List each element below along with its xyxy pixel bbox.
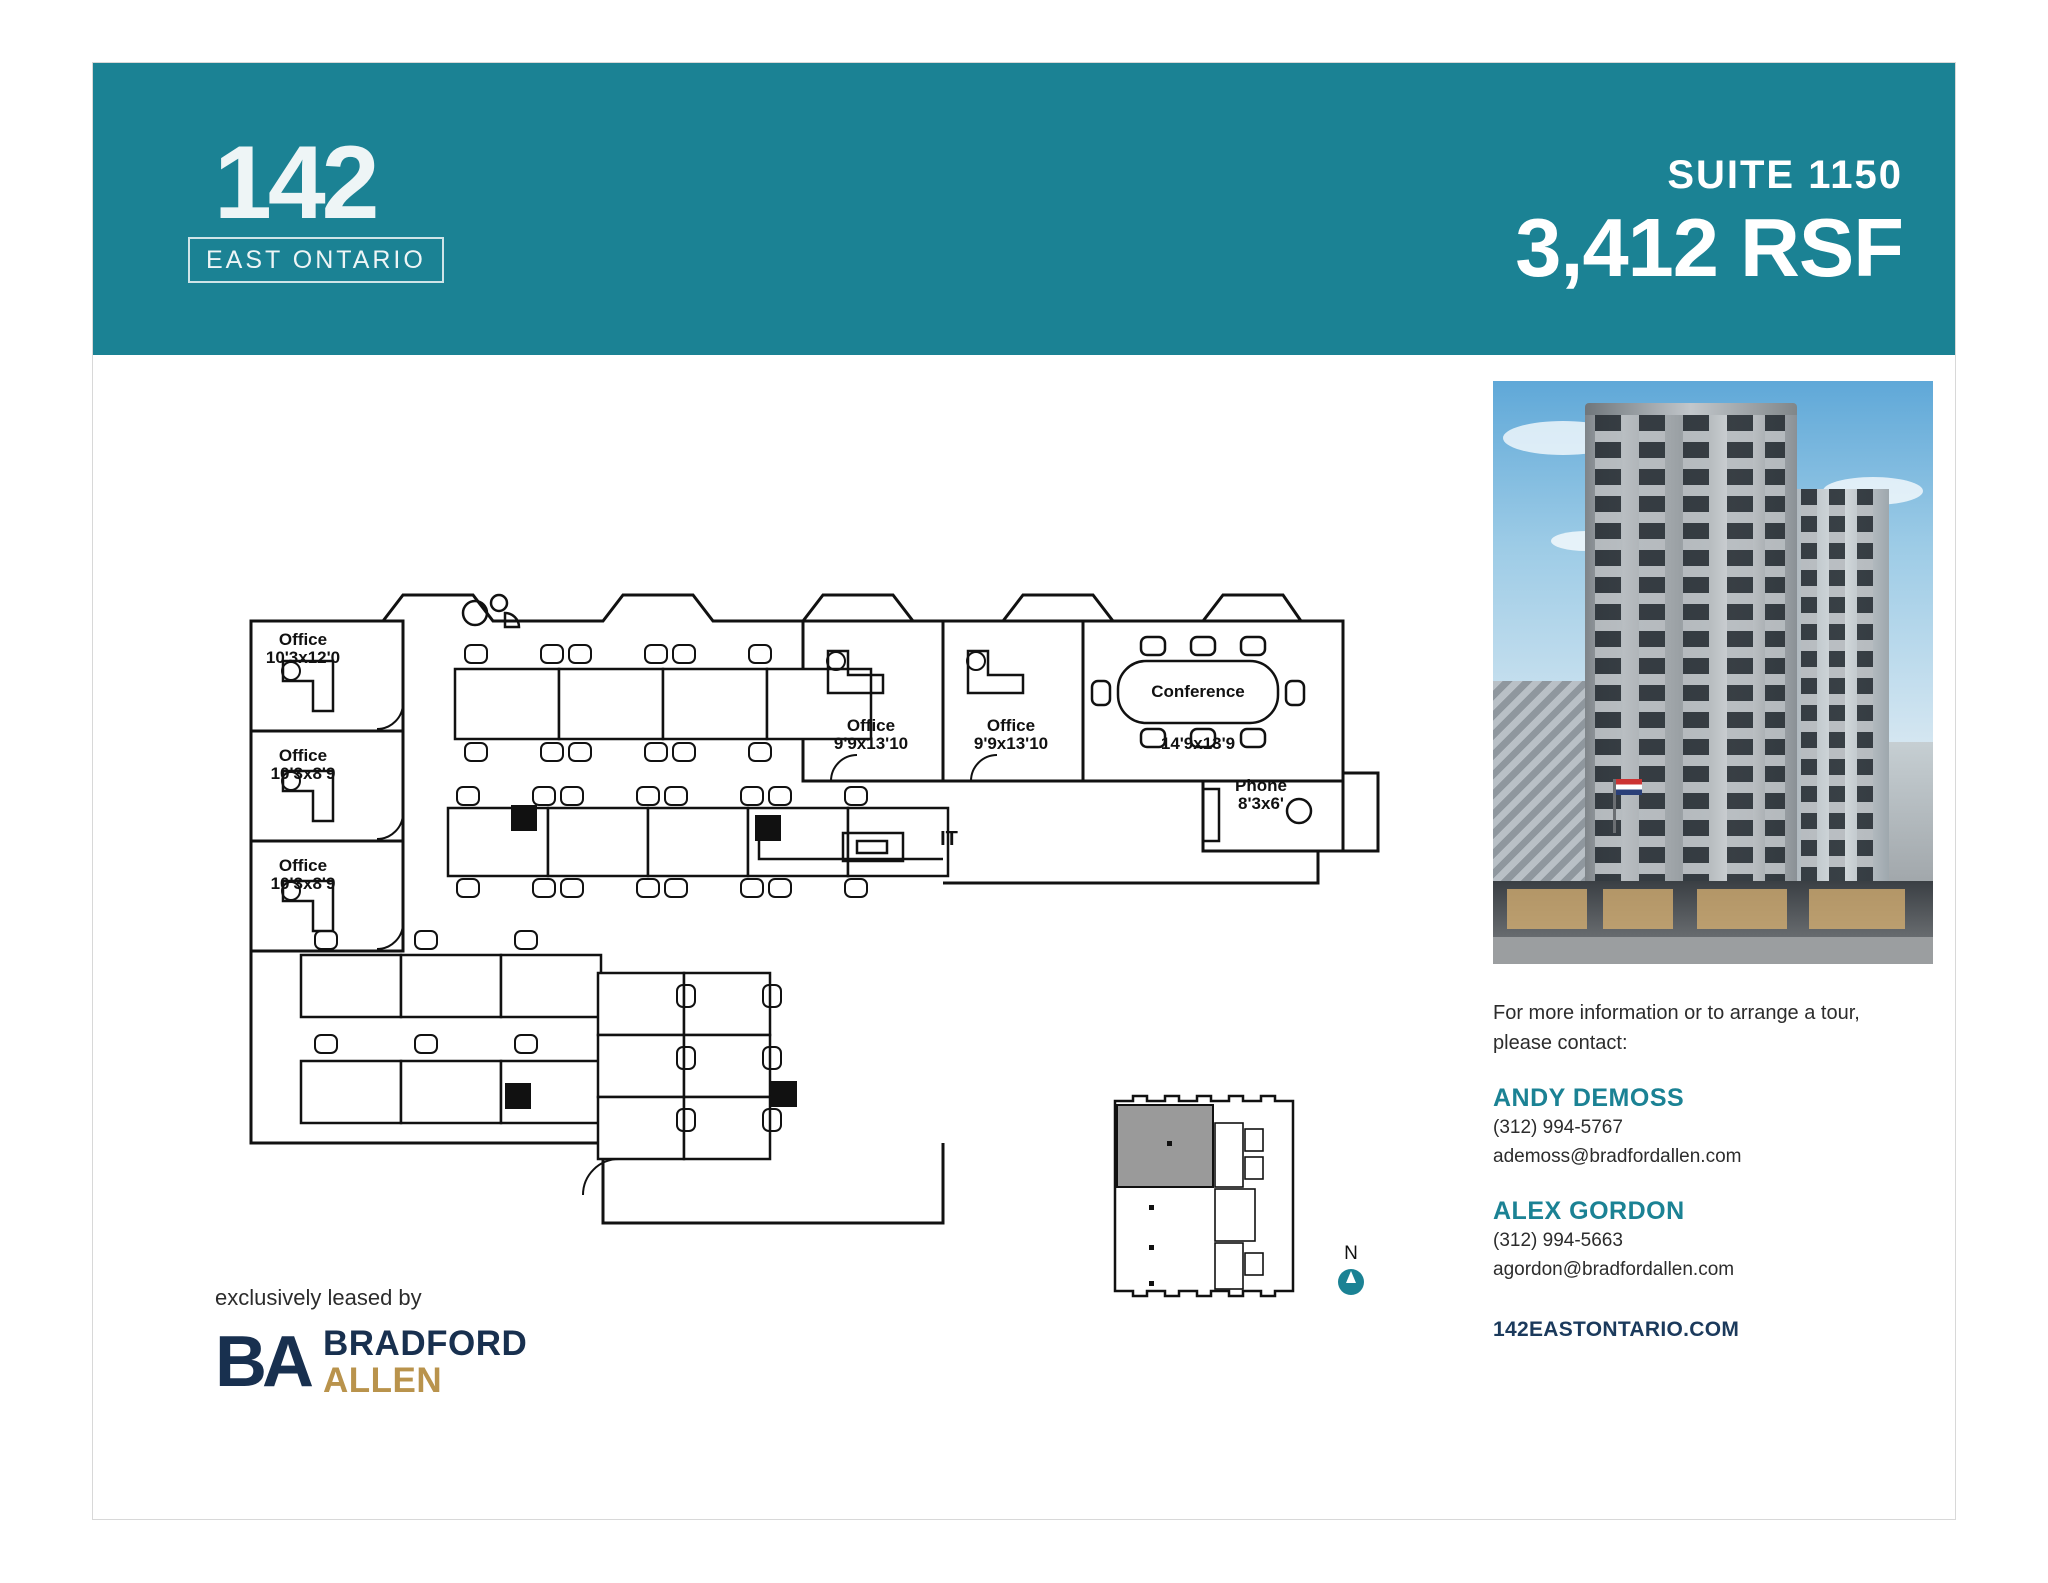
suite-label: SUITE 1150 xyxy=(1667,153,1903,197)
contact-email[interactable]: agordon@bradfordallen.com xyxy=(1493,1259,1735,1280)
north-arrow-icon xyxy=(1338,1269,1364,1295)
contact-name: ANDY DEMOSS xyxy=(1493,1084,1685,1112)
property-logo xyxy=(188,125,518,285)
contact-intro xyxy=(1493,998,1933,1058)
tower-body xyxy=(1585,415,1797,915)
sidebar xyxy=(1493,381,1933,1342)
building-photo xyxy=(1493,381,1933,964)
room-label-phone: Phone xyxy=(1235,776,1287,795)
key-plan xyxy=(1103,1093,1333,1313)
flyer-sheet xyxy=(92,62,1956,1520)
suite-summary xyxy=(1515,153,1903,294)
contact-phone[interactable]: (312) 994-5767 xyxy=(1493,1117,1623,1138)
broker-name-bradford: BRADFORD xyxy=(323,1324,528,1363)
leased-by-label: exclusively leased by xyxy=(215,1285,422,1310)
broker-name-allen: ALLEN xyxy=(323,1361,443,1400)
room-label-office-2: Office xyxy=(278,746,328,765)
room-label-conference: Conference xyxy=(1151,682,1245,701)
contact-card-1 xyxy=(1493,1084,1933,1171)
street xyxy=(1493,937,1933,964)
north-label: N xyxy=(1344,1243,1358,1264)
broker-monogram: BA xyxy=(215,1322,309,1402)
logo-subtitle: EAST ONTARIO xyxy=(188,237,444,283)
room-dim-conference: 14'9x13'9 xyxy=(1160,734,1236,753)
contact-card-2 xyxy=(1493,1197,1933,1284)
room-dim-phone: 8'3x6' xyxy=(1238,794,1284,813)
header-band xyxy=(93,63,1955,355)
contact-intro-line-2: please contact: xyxy=(1493,1032,1628,1054)
contact-intro-line-1: For more information or to arrange a tour, xyxy=(1493,1002,1860,1024)
room-dim-office-2: 10'3x8'9 xyxy=(270,764,336,783)
room-label-office-1: Office xyxy=(278,630,328,649)
room-label-it: IT xyxy=(940,828,958,850)
room-label-office-4: Office xyxy=(846,716,896,735)
contact-email[interactable]: ademoss@bradfordallen.com xyxy=(1493,1146,1742,1167)
contact-phone[interactable]: (312) 994-5663 xyxy=(1493,1230,1623,1251)
suite-rsf: 3,412 RSF xyxy=(1515,201,1903,294)
tower-right-wing xyxy=(1793,489,1889,913)
room-dim-office-1: 10'3x12'0 xyxy=(265,648,341,667)
room-label-office-3: Office xyxy=(278,856,328,875)
contact-name: ALEX GORDON xyxy=(1493,1197,1685,1225)
room-dim-office-5: 9'9x13'10 xyxy=(973,734,1049,753)
room-dim-office-3: 10'3x8'9 xyxy=(270,874,336,893)
property-website-link[interactable]: 142EASTONTARIO.COM xyxy=(1493,1318,1740,1341)
adjacent-building xyxy=(1493,681,1587,913)
room-label-office-5: Office xyxy=(986,716,1036,735)
logo-number: 142 xyxy=(214,125,376,241)
broker-logo xyxy=(215,1322,675,1402)
room-dim-office-4: 9'9x13'10 xyxy=(833,734,909,753)
north-indicator xyxy=(1321,1243,1381,1295)
flag-icon xyxy=(1613,779,1616,833)
